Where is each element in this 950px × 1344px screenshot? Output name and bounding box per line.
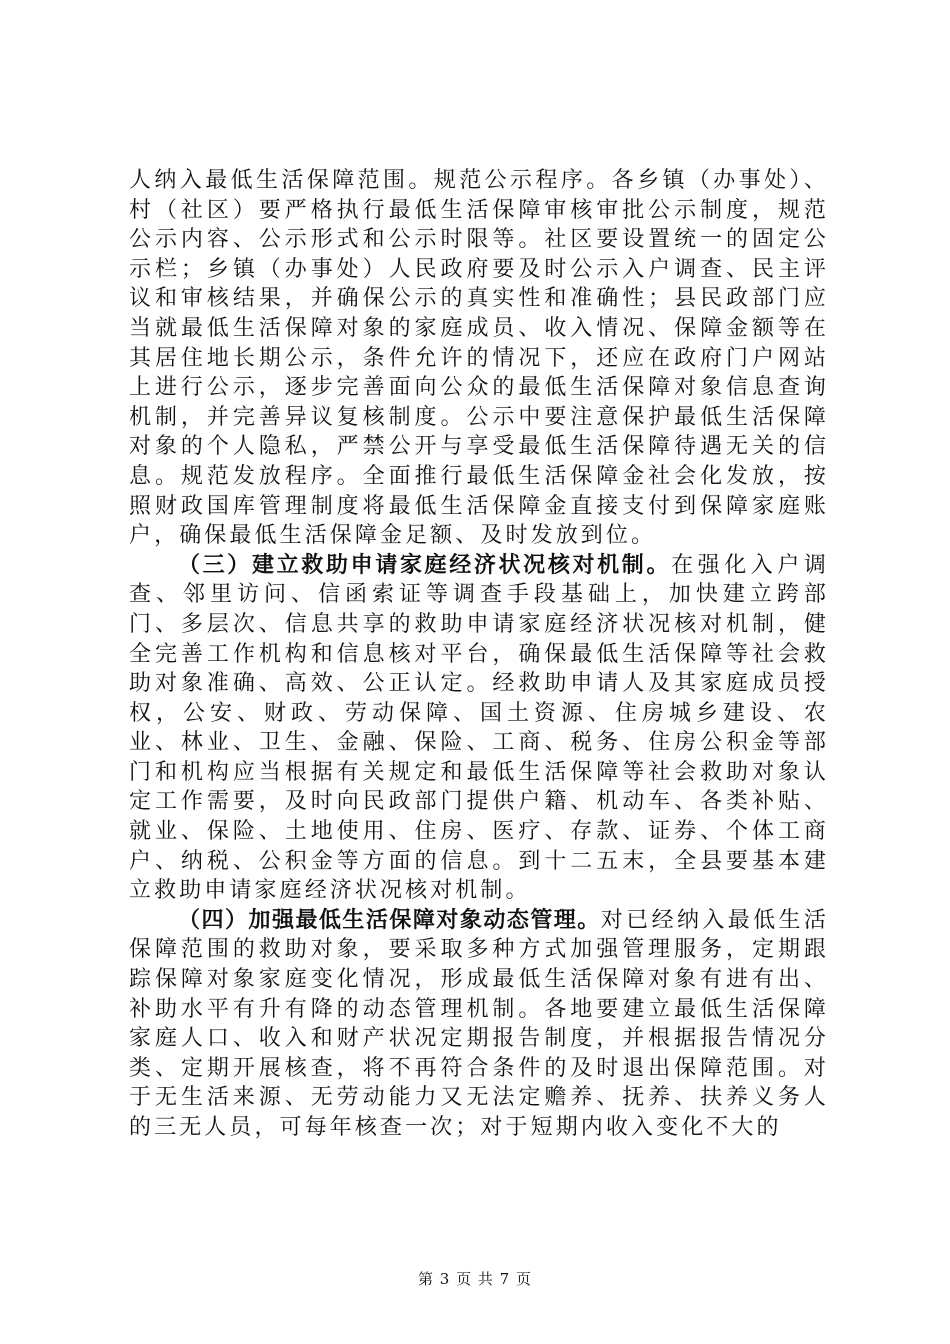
section-heading-4: （四）加强最低生活保障对象动态管理。 — [178, 907, 601, 933]
section-heading-3: （三）建立救助申请家庭经济状况核对机制。 — [178, 552, 672, 578]
paragraph-2 — [129, 551, 829, 906]
page-number-footer: 第 3 页 共 7 页 — [418, 1270, 532, 1288]
paragraph-3-text: 对已经纳入最低生活保障范围的救助对象，要采取多种方式加强管理服务，定期跟踪保障对象家庭变化情况，形成最低生活保障对象有进有出、补助水平有升有降的动态管理机制。各地要建立最低生活保障家庭人口、收入和财产状况定期报告制度，并根据报告情况分类、定期开展核查，将不再符合条件的及时退出保障范围。对于无生活来源、无劳动能力又无法定赡养、抚养、扶养义务人的三无人员，可每年核查一次；对于短期内收入变化不大的 — [129, 907, 830, 1140]
paragraph-2-text: 在强化入户调查、邻里访问、信函索证等调查手段基础上，加快建立跨部门、多层次、信息共享的救助申请家庭经济状况核对机制，健全完善工作机构和信息核对平台，确保最低生活保障等社会救助对象准确、高效、公正认定。经救助申请人及其家庭成员授权，公安、财政、劳动保障、国土资源、住房城乡建设、农业、林业、卫生、金融、保险、工商、税务、住房公积金等部门和机构应当根据有关规定和最低生活保障等社会救助对象认定工作需要，及时向民政部门提供户籍、机动车、各类补贴、就业、保险、土地使用、住房、医疗、存款、证券、个体工商户、纳税、公积金等方面的信息。到十二五末，全县要基本建立救助申请家庭经济状况核对机制。 — [129, 552, 829, 904]
paragraph-1 — [129, 166, 829, 551]
paragraph-3 — [129, 906, 829, 1143]
document-body — [129, 166, 829, 1143]
paragraph-1-text: 人纳入最低生活保障范围。规范公示程序。各乡镇（办事处）、村（社区）要严格执行最低生活保障审核审批公示制度，规范公示内容、公示形式和公示时限等。社区要设置统一的固定公示栏；乡镇（办事处）人民政府要及时公示入户调查、民主评议和审核结果，并确保公示的真实性和准确性；县民政部门应当就最低生活保障对象的家庭成员、收入情况、保障金额等在其居住地长期公示，条件允许的情况下，还应在政府门户网站上进行公示，逐步完善面向公众的最低生活保障对象信息查询机制，并完善异议复核制度。公示中要注意保护最低生活保障对象的个人隐私，严禁公开与享受最低生活保障待遇无关的信息。规范发放程序。全面推行最低生活保障金社会化发放，按照财政国库管理制度将最低生活保障金直接支付到保障家庭账户，确保最低生活保障金足额、及时发放到位。 — [129, 168, 829, 549]
